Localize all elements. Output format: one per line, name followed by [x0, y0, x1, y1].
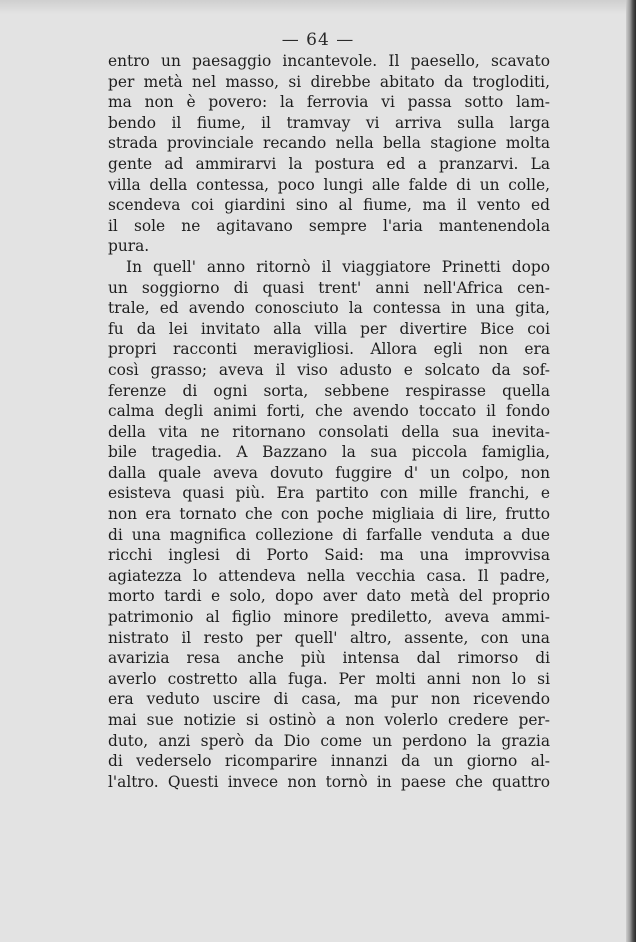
paragraph-start-line: In quell' anno ritornò il viaggiatore Prinetti dopo — [126, 257, 550, 276]
text-line: mai sue notizie si ostinò a non volerlo credere per- — [108, 711, 550, 729]
text-line: trale, ed avendo conosciuto la contessa in una gita, — [108, 299, 550, 318]
text-line: propri racconti meravigliosi. Allora egli non era — [108, 340, 550, 359]
text-line: morto tardi e solo, dopo aver dato metà del proprio — [108, 587, 550, 606]
text-line: non era tornato che con poche migliaia di lire, frutto — [108, 505, 550, 524]
text-line: bile tragedia. A Bazzano la sua piccola famiglia, — [108, 443, 550, 462]
text-line: duto, anzi sperò da Dio come un perdono la grazia — [108, 731, 550, 750]
text-line: averlo costretto alla fuga. Per molti anni non lo si — [108, 669, 550, 688]
text-line: l'altro. Questi invece non tornò in paese che quattro — [108, 772, 550, 791]
text-line: villa della contessa, poco lungi alle falde di un colle, — [108, 175, 550, 194]
text-line: strada provinciale recando nella bella stagione molta — [108, 134, 550, 153]
text-line: così grasso; aveva il viso adusto e solcato da sof- — [108, 360, 550, 379]
text-line: per metà nel masso, si direbbe abitato da trogloditi, — [108, 72, 550, 91]
text-line: il sole ne agitavano sempre l'aria mantenendola — [108, 216, 550, 235]
text-line: di vederselo ricomparire innanzi da un giorno al- — [108, 752, 550, 771]
text-line: nistrato il resto per quell' altro, assente, con una — [108, 628, 550, 647]
text-line: bendo il fiume, il tramvay vi arriva sulla larga — [108, 113, 550, 132]
text-line: ricchi inglesi di Porto Said: ma una improvvisa — [108, 546, 550, 565]
text-line: patrimonio al figlio minore prediletto, aveva ammi- — [108, 608, 550, 627]
text-line: esisteva quasi più. Era partito con mille franchi, e — [108, 484, 550, 503]
text-line: un soggiorno di quasi trent' anni nell'Africa cen- — [108, 278, 550, 297]
text-line: di una magnifica collezione di farfalle venduta a due — [108, 525, 550, 544]
text-line: fu da lei invitato alla villa per divertire Bice coi — [108, 319, 550, 338]
text-line: ferenze di ogni sorta, sebbene respirasse quella — [108, 381, 550, 400]
text-line: era veduto uscire di casa, ma pur non ricevendo — [108, 690, 550, 709]
text-line: calma degli animi forti, che avendo toccato il fondo — [108, 402, 550, 421]
text-line: della vita ne ritornano consolati della sua inevita- — [108, 422, 550, 441]
text-line: ma non è povero: la ferrovia vi passa sotto lam- — [108, 93, 550, 112]
text-line: dalla quale aveva dovuto fuggire d' un colpo, non — [108, 463, 550, 482]
page-top-shadow — [0, 0, 636, 14]
page-edge-shadow — [626, 0, 636, 942]
text-line: gente ad ammirarvi la postura ed a pranzarvi. La — [108, 154, 550, 173]
body-text — [108, 51, 550, 792]
text-line: entro un paesaggio incantevole. Il paesello, scavato — [108, 52, 550, 70]
text-line: pura. — [108, 237, 150, 256]
text-line: avarizia resa anche più intensa dal rimorso di — [108, 649, 550, 668]
page-number: — 64 — — [281, 30, 355, 50]
text-line: scendeva coi giardini sino al fiume, ma il vento ed — [108, 196, 550, 215]
text-line: agiatezza lo attendeva nella vecchia casa. Il padre, — [108, 566, 550, 585]
